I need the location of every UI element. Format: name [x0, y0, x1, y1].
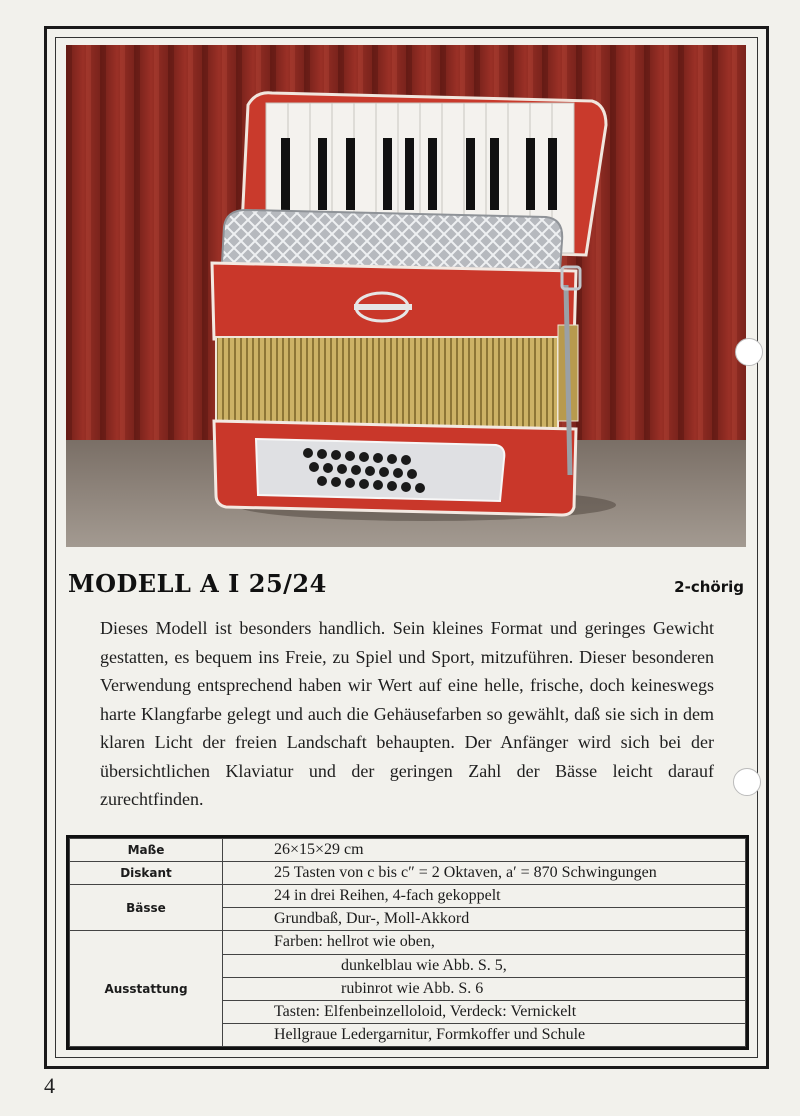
punch-hole	[733, 768, 761, 796]
description-line: Gehäusefarben so gewählt, daß sie sich in dem klaren Licht der freien	[100, 703, 714, 752]
spec-value: 24 in drei Reihen, 4-fach gekoppelt	[223, 885, 746, 908]
spec-label: Bässe	[70, 885, 223, 931]
description-paragraph	[100, 614, 714, 814]
spec-value: dunkelblau wie Abb. S. 5,	[223, 954, 746, 977]
description-line: Landschaft behaupten. Der Anfänger wird sich bei der übersichtlichen	[100, 732, 714, 781]
description-line: Klaviatur und der geringen Zahl der Bässe leicht darauf zurechtfinden.	[100, 760, 715, 809]
spec-value: Grundbaß, Dur-, Moll-Akkord	[223, 908, 746, 931]
spec-row-ausstattung	[70, 931, 746, 954]
punch-hole	[735, 338, 763, 366]
spec-table	[66, 835, 749, 1050]
page-number: 4	[44, 1073, 55, 1098]
description-line: Dieses Modell ist besonders handlich. Sein kleines Format und geringes	[100, 618, 646, 638]
description-line: helle, frische, doch keineswegs harte Klangfarbe gelegt und auch die	[100, 675, 715, 724]
spec-value: Farben: hellrot wie oben,	[223, 931, 746, 954]
description-line: Dieser besonderen Verwendung entsprechend haben wir Wert auf eine	[100, 646, 714, 695]
spec-label: Maße	[70, 839, 223, 862]
spec-row-masse	[70, 839, 746, 862]
spec-label: Ausstattung	[70, 931, 223, 1047]
spec-value: rubinrot wie Abb. S. 6	[223, 977, 746, 1000]
spec-value: 26×15×29 cm	[223, 839, 746, 862]
spec-value: Hellgraue Ledergarnitur, Formkoffer und Schule	[223, 1023, 746, 1046]
spec-row-diskant	[70, 862, 746, 885]
spec-label: Diskant	[70, 862, 223, 885]
description-line: Gewicht gestatten, es bequem ins Freie, zu Spiel und Sport, mitzuführen.	[100, 618, 715, 667]
choir-label: 2-chörig	[674, 578, 744, 596]
spec-row-baesse	[70, 885, 746, 908]
spec-value: Tasten: Elfenbeinzelloloid, Verdeck: Vernickelt	[223, 1000, 746, 1023]
accordion-photo	[66, 45, 746, 547]
model-title: MODELL A I 25/24	[68, 569, 327, 598]
spec-value: 25 Tasten von c bis c″ = 2 Oktaven, a′ = 870 Schwingungen	[223, 862, 746, 885]
accordion-illustration	[66, 45, 746, 547]
